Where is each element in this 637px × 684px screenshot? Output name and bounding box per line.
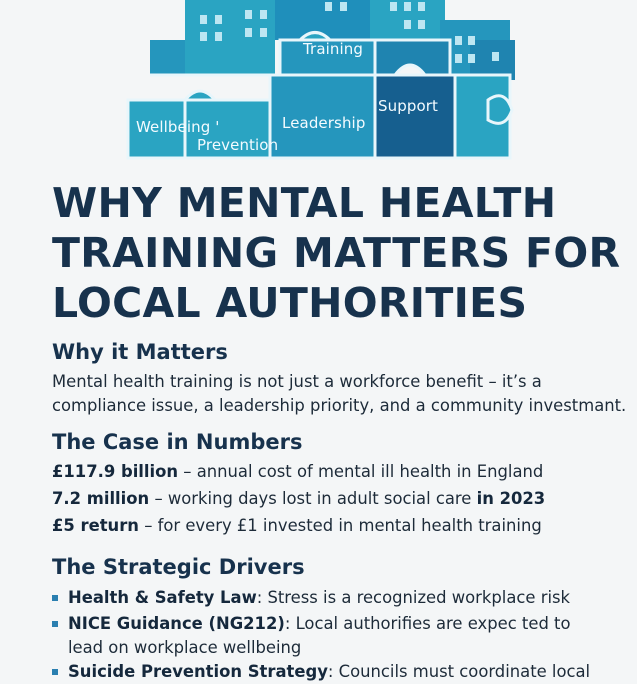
driver-title: NICE Guidance (NG212) [68,614,285,633]
stat-value: £5 return [52,516,139,535]
driver-description: : Local authorifies are expec ted to [284,614,571,633]
hero-illustration [0,0,637,168]
stat-description: – annual cost of mental ill health in England [178,462,544,481]
page-title-line-2: TRAINING MATTERS FOR [52,229,621,277]
puzzle-label-prevention: Prevention [197,136,279,154]
puzzle-label-training: Training [303,40,363,58]
stat-description: – working days lost in adult social care [149,489,477,508]
driver-description: : Councils must coordinate local [327,662,591,681]
page-title-line-3: LOCAL AUTHORITIES [52,279,528,327]
stat-row [52,489,545,508]
list-item [52,660,632,684]
case-in-numbers-heading: The Case in Numbers [52,430,303,454]
page-title-line-1: WHY MENTAL HEALTH [52,179,557,227]
page-title [52,178,632,328]
driver-title: Health & Safety Law [68,588,257,607]
puzzle-label-wellbeing: Wellbeing ' [136,118,220,136]
stat-row [52,462,543,481]
driver-description: : Stress is a recognized workplace risk [256,588,571,607]
driver-description-continued: lead on workplace wellbeing [68,638,302,657]
stat-description: – for every £1 invested in mental health training [138,516,542,535]
bullet-icon [52,595,58,601]
why-it-matters-line-1: Mental health training is not just a workforce benefit – it’s a [52,372,542,391]
puzzle-skyline-graphic [0,0,637,168]
list-item [52,612,632,660]
stat-value: £117.9 billion [52,462,179,481]
stat-value: 7.2 million [52,489,150,508]
why-it-matters-line-2: compliance issue, a leadership priority, and a community investmant. [52,396,627,415]
driver-title: Suicide Prevention Strategy [68,662,328,681]
stat-year: in 2023 [476,489,546,508]
list-item [52,586,632,610]
stat-row [52,516,542,535]
bullet-icon [52,621,58,627]
why-it-matters-text [52,370,627,418]
why-it-matters-heading: Why it Matters [52,340,228,364]
strategic-drivers-heading: The Strategic Drivers [52,555,305,579]
puzzle-label-leadership: Leadership [282,114,366,132]
bullet-icon [52,669,58,675]
puzzle-label-support: Support [378,97,438,115]
